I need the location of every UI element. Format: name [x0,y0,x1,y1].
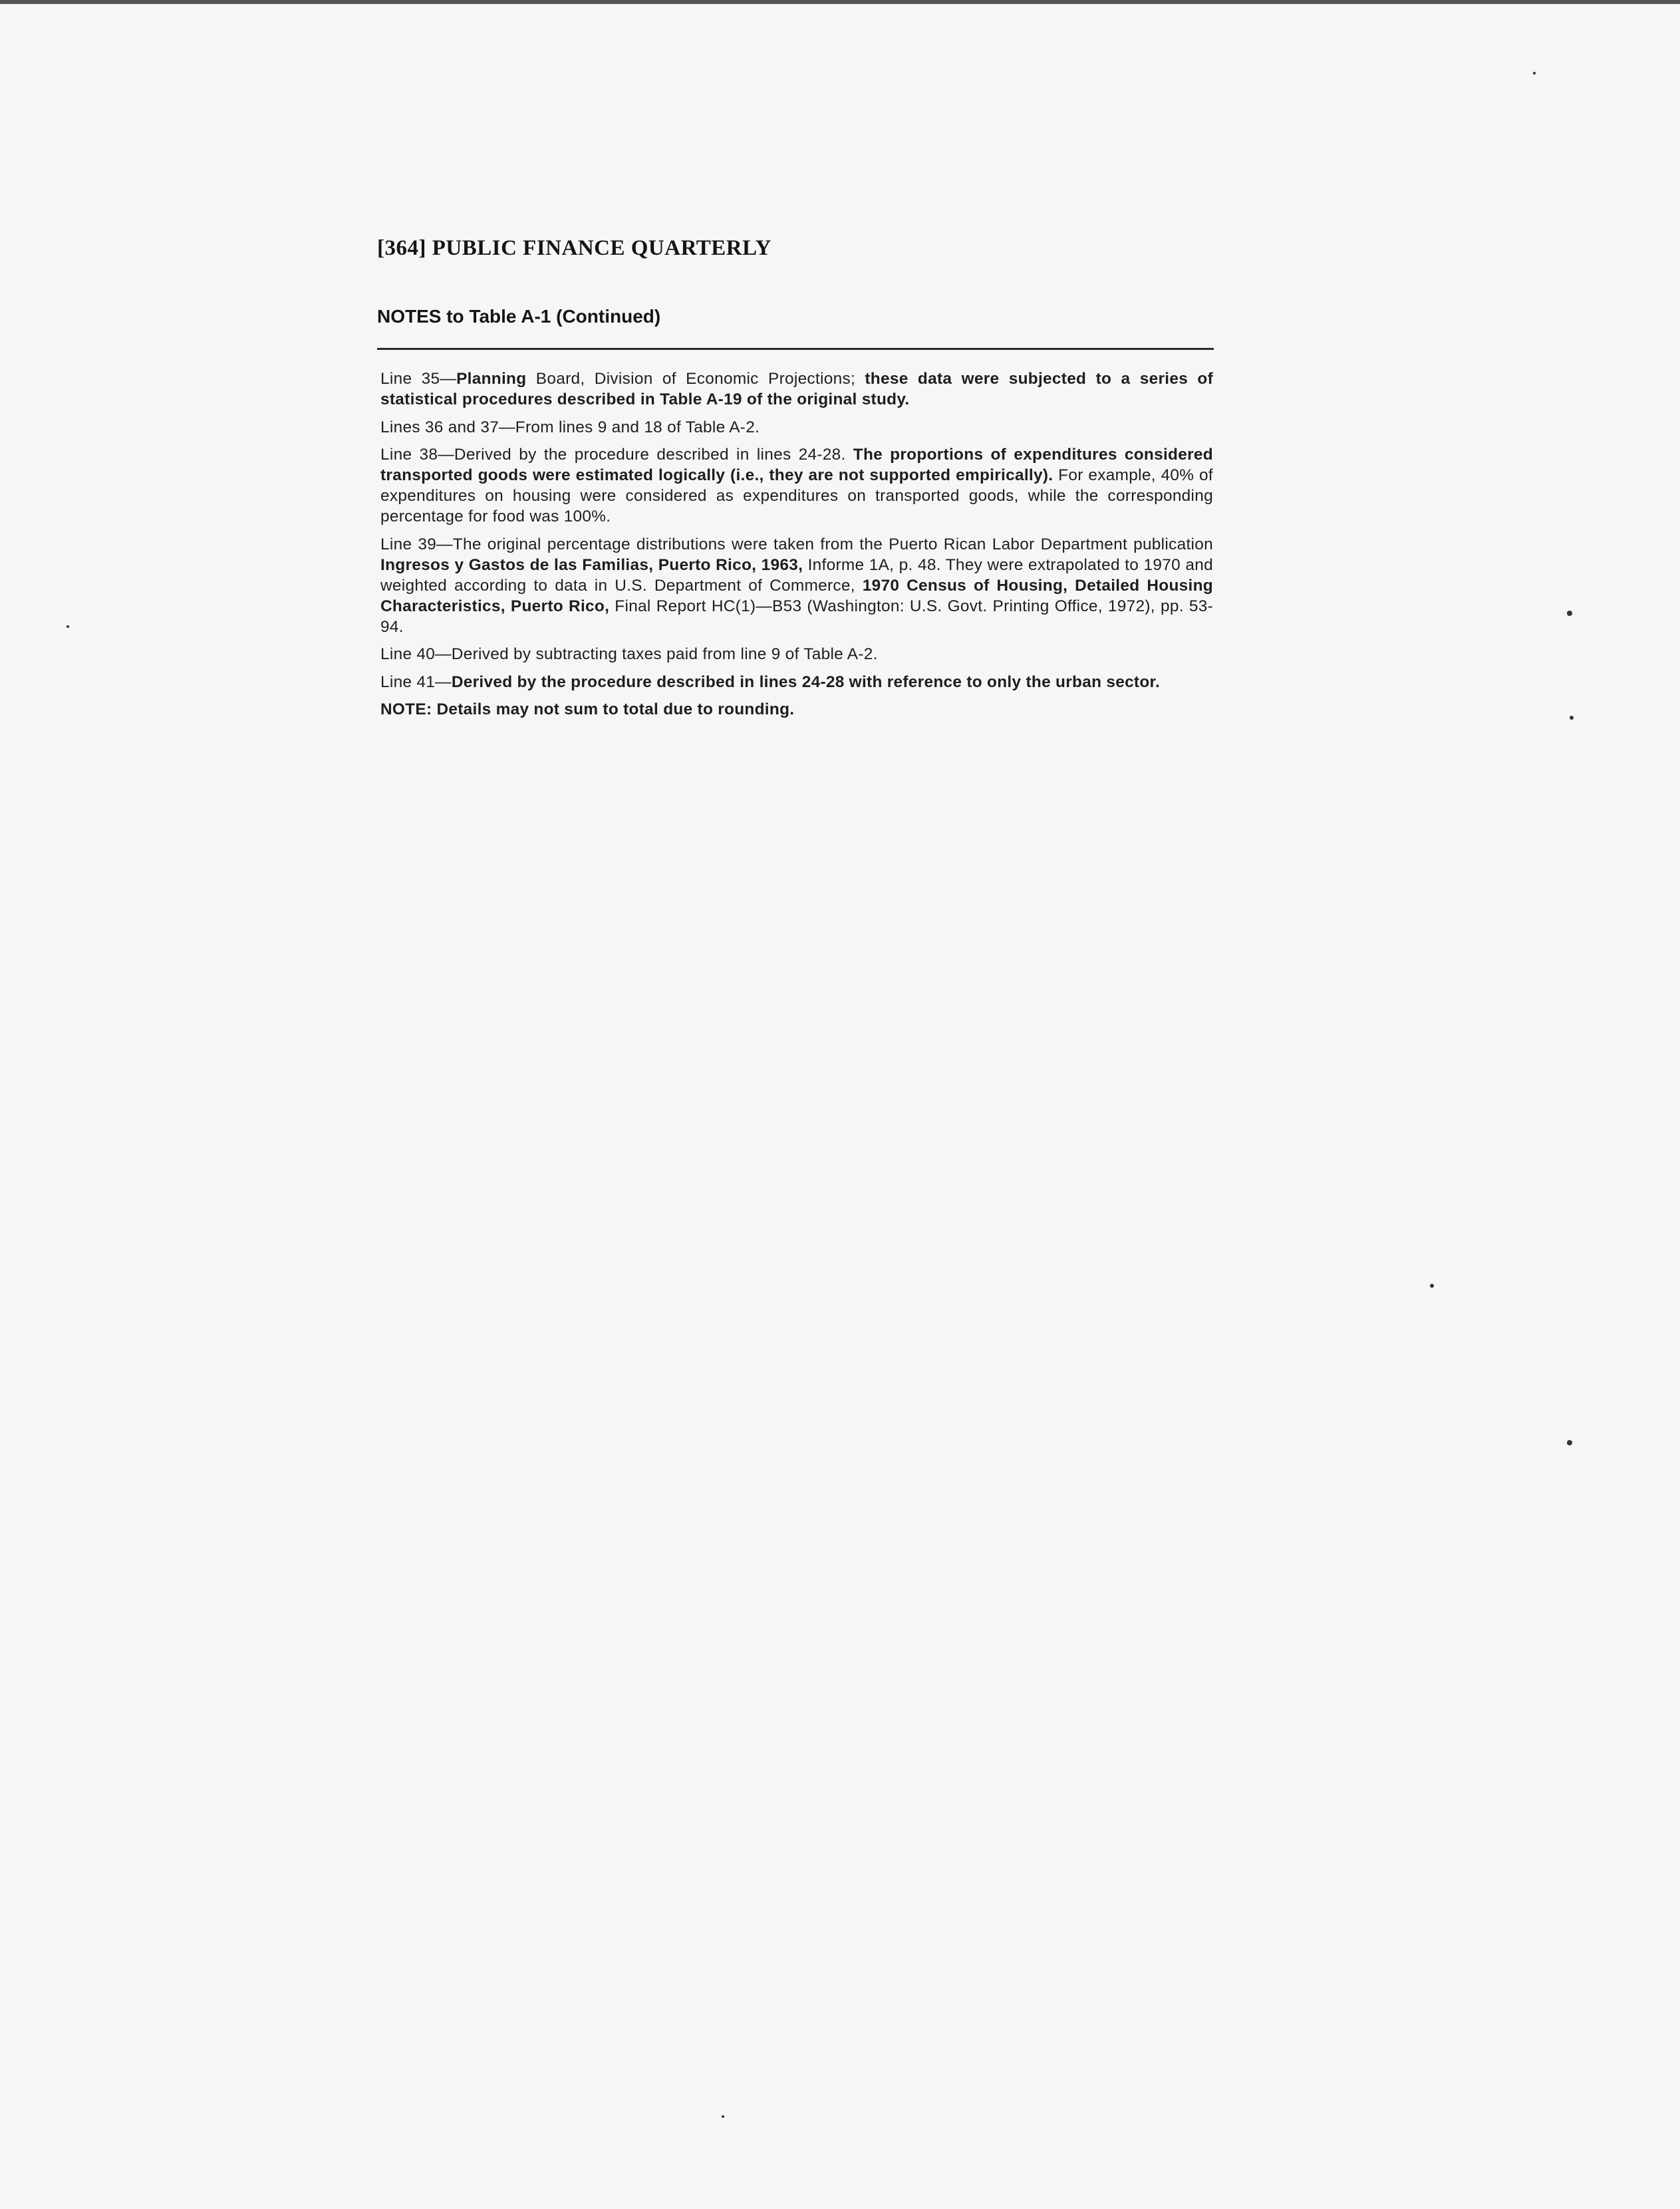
scan-speck [67,625,69,628]
note-text-bold: 1970 Census of Housing, Detailed Housing Characteristics, Puerto Rico, [380,576,1214,615]
note-rounding [380,699,1213,720]
running-head: [364] PUBLIC FINANCE QUARTERLY [377,236,771,260]
scan-speck [1567,1440,1572,1445]
note-line-39 [380,534,1213,637]
note-text: Line 35— [380,370,457,388]
scan-speck [1567,611,1572,616]
note-text-bold: Ingresos y Gastos de las Familias, Puerto Rico, 1963, [380,555,803,574]
note-text: Line 40—Derived by subtracting taxes paid from line 9 of Table A-2. [380,645,878,663]
note-text-bold: NOTE: Details may not sum to total due to rounding. [380,700,795,718]
note-text-bold: The proportions of expenditures considered transported goods were estimated logically (i.e., they are not supported empirically). [380,446,1213,484]
note-text: Final Report HC(1)—B53 (Washington: U.S. Govt. Printing Office, 1972), pp. 53-94. [380,597,1214,636]
note-text: Informe 1A, p. 48. They were extrapolated to 1970 and weighted according to data in U.S. Department of Commerce, [380,555,1213,595]
scan-speck [1430,1284,1434,1288]
note-line-40 [380,644,1213,664]
page-top-edge [0,0,1680,4]
notes-body [380,368,1213,727]
note-line-41 [380,672,1213,692]
scan-speck [1570,716,1574,720]
note-text: For example, 40% of expenditures on housing were considered as expenditures on transported goods, while the corresponding percentage for food was 100%. [380,466,1213,525]
scan-speck [1533,72,1536,74]
note-line-35 [380,368,1213,410]
divider-rule [377,348,1214,350]
note-text: Line 39—The original percentage distributions were taken from the Puerto Rican Labor Department publication [380,535,1213,553]
note-line-38 [380,444,1213,527]
note-text-bold: these data were subjected to a series of statistical procedures described in Table A-19 of the original study. [380,370,1214,408]
note-text: Line 38—Derived by the procedure described in lines 24-28. [380,446,853,464]
note-text: Line 41— [380,672,452,691]
section-title: NOTES to Table A-1 (Continued) [377,306,661,327]
note-text-bold: Planning [456,370,527,388]
scan-speck [722,2115,724,2118]
note-text: Lines 36 and 37—From lines 9 and 18 of Table A-2. [380,418,760,436]
note-text-bold: Derived by the procedure described in lines 24-28 with reference to only the urban sector. [451,672,1161,691]
note-text: Board, Division of Economic Projections; [526,370,865,388]
note-lines-36-37 [380,417,1213,438]
